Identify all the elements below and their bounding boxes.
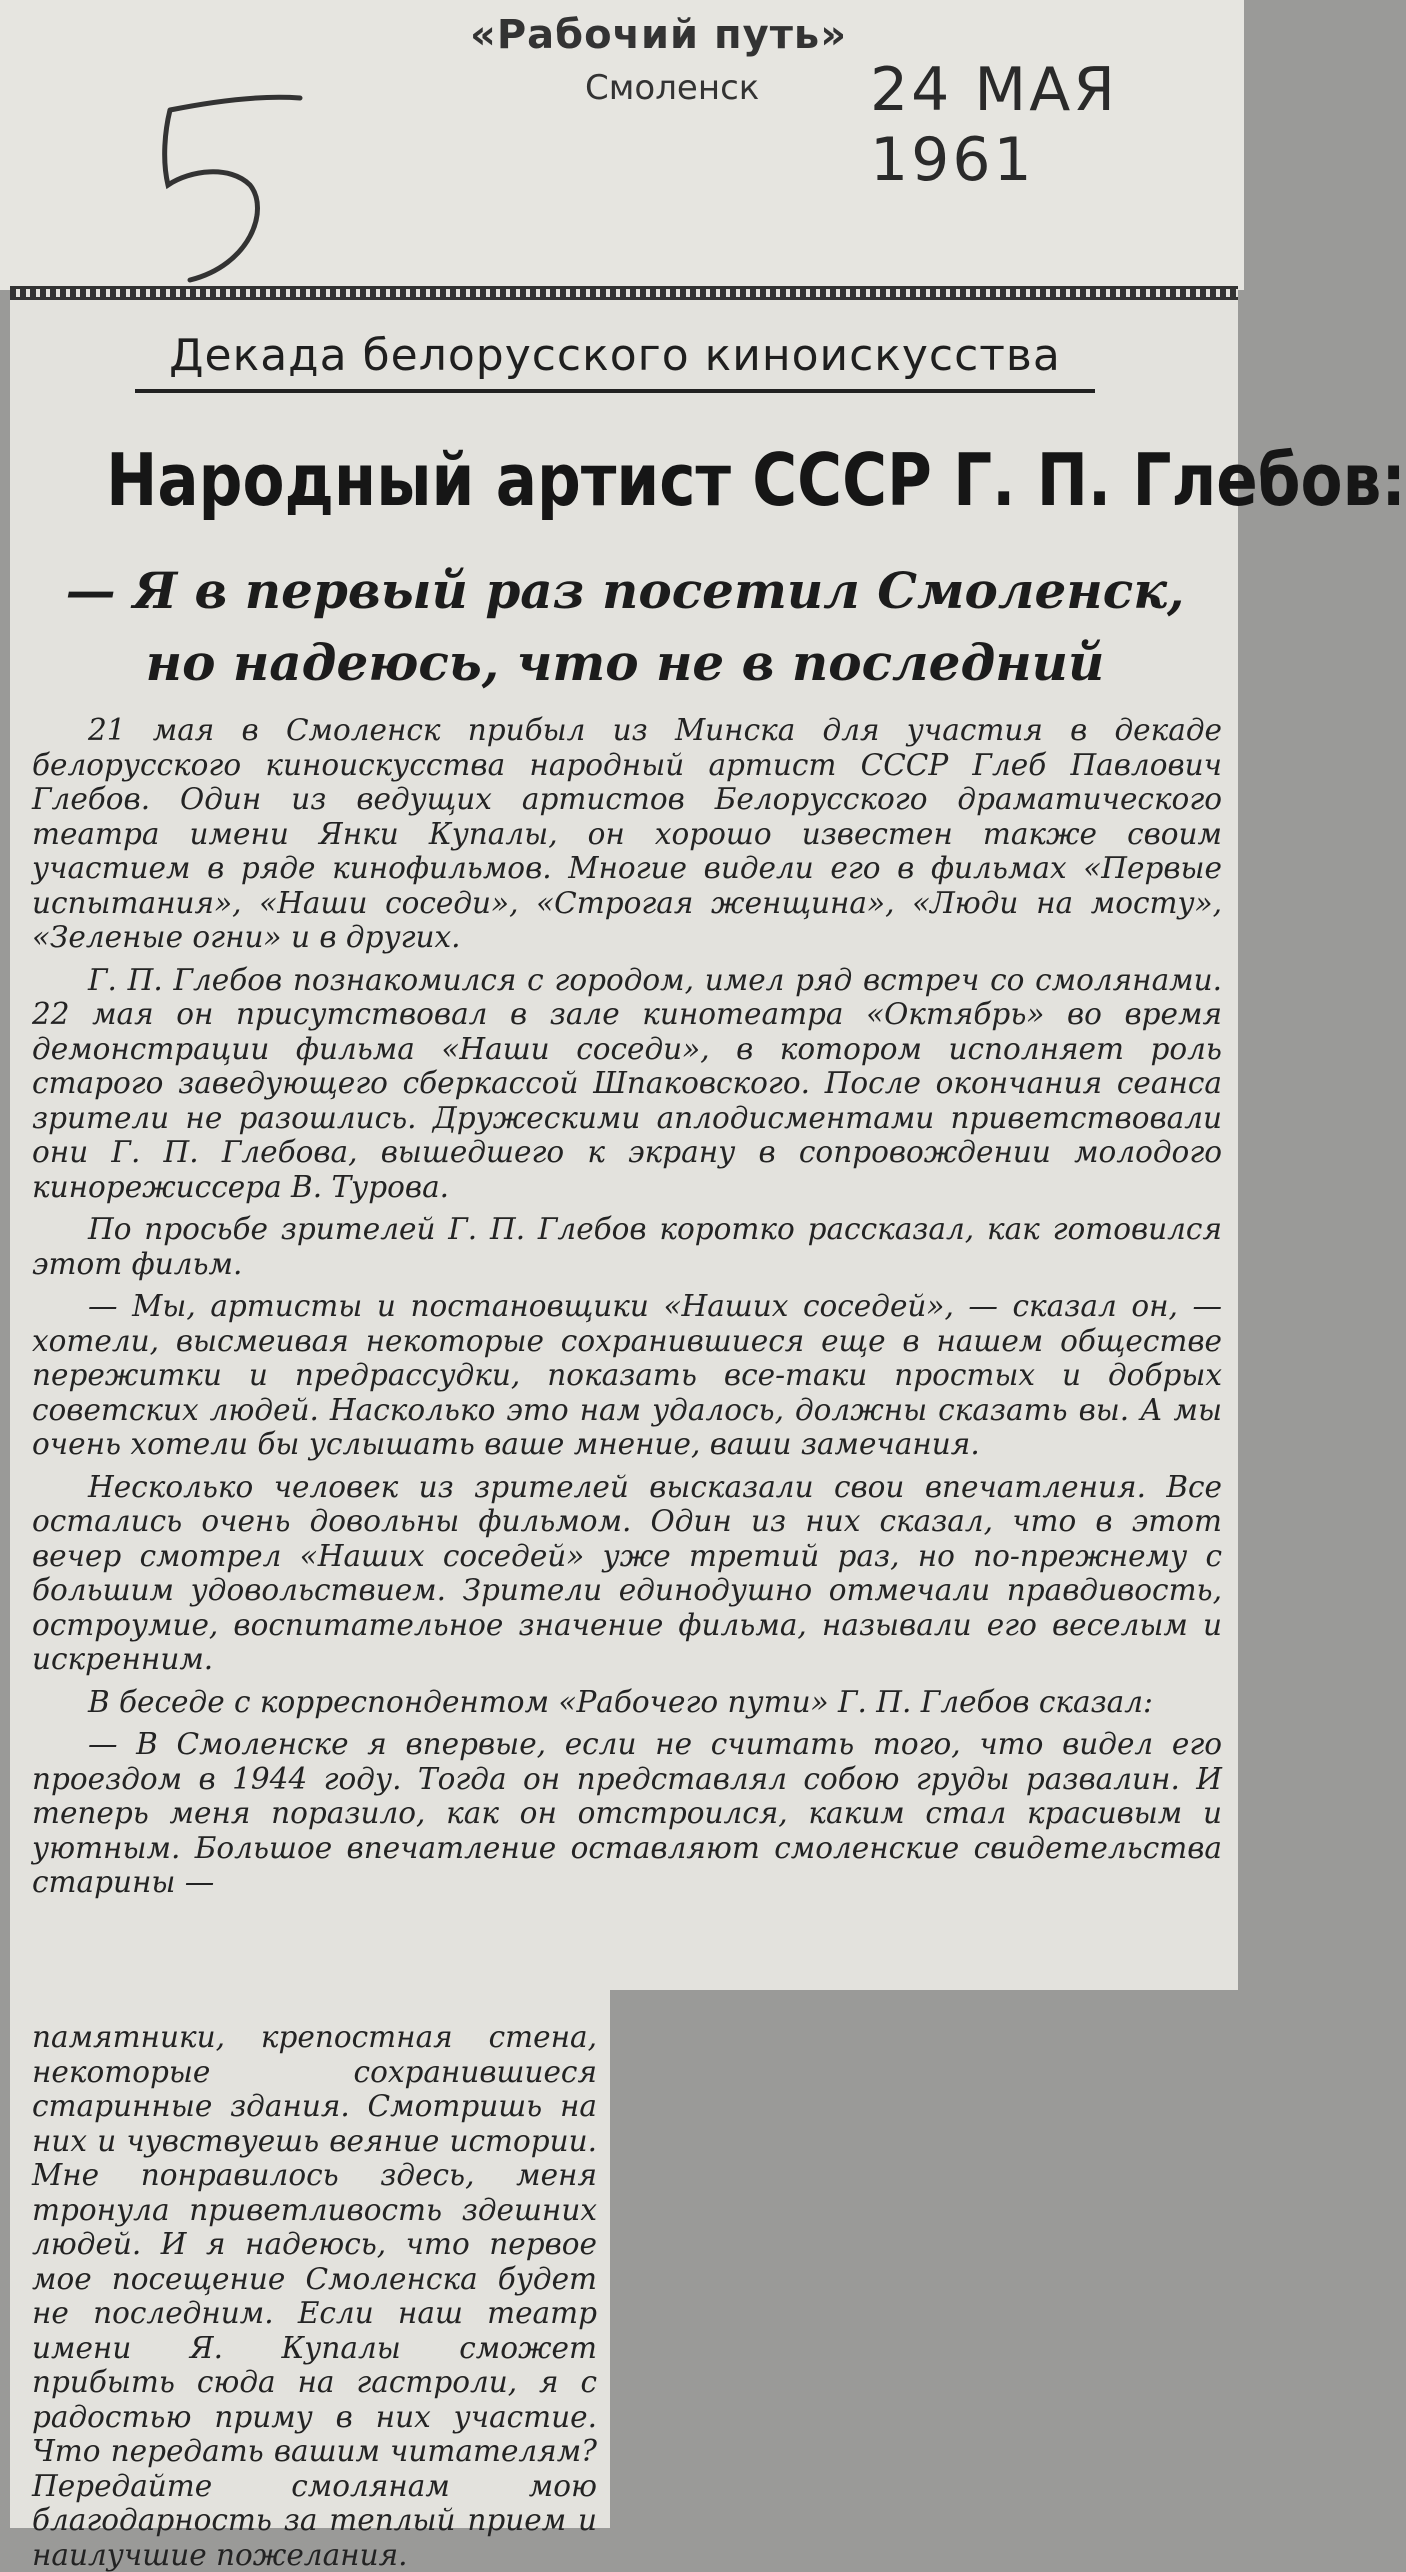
paragraph: — В Смоленске я впервые, если не считать того, что видел его проездом в 1944 году. Тогда он представлял собою груды развалин. И теперь меня поразило, как он отстроился, каким стал красивым и уютным. Большое впечатление оставляют смоленские свидетельства старины —: [32, 1727, 1222, 1899]
date-stamp: 24 МАЯ 1961: [870, 55, 1118, 195]
subheadline: [30, 555, 1220, 699]
paragraph: — Мы, артисты и постановщики «Наших соседей», — сказал он, — хотели, высмеивая некоторые сохранившиеся еще в нашем обществе пережитки и предрассудки, показать все-таки простых и добрых советских людей. Насколько это нам удалось, должны сказать вы. А мы очень хотели бы услышать ваше мнение, ваши замечания.: [32, 1289, 1222, 1461]
subheadline-line-2: но надеюсь, что не в последний: [145, 633, 1105, 692]
paragraph: В беседе с корреспондентом «Рабочего пути» Г. П. Глебов сказал:: [88, 1684, 1153, 1719]
decorative-border: [10, 286, 1238, 300]
paragraph: 21 мая в Смоленск прибыл из Минска для участия в декаде белорусского киноискусства народный артист СССР Глеб Павлович Глебов. Один из ведущих артистов Белорусского драматического театра имени Янки Купалы, он хорошо известен также своим участием в ряде кинофильмов. Многие видели его в фильмах «Первые испытания», «Наши соседи», «Строгая женщина», «Люди на мосту», «Зеленые огни» и в других.: [32, 713, 1222, 954]
article-body-continuation: [32, 2020, 597, 2572]
paragraph: По просьбе зрителей Г. П. Глебов коротко рассказал, как готовился этот фильм.: [32, 1212, 1222, 1281]
paragraph: Г. П. Глебов познакомился с городом, имел ряд встреч со смолянами. 22 мая он присутствовал в зале кинотеатра «Октябрь» во время демонстрации фильма «Наши соседи», в котором исполняет роль старого заведующего сберкассой Шпаковского. После окончания сеанса зрители не разошлись. Дружескими аплодисментами приветствовали они Г. П. Глебова, вышедшего к экрану в сопровождении молодого кинорежиссера В. Турова.: [32, 962, 1222, 1204]
paragraph: Несколько человек из зрителей высказали свои впечатления. Все остались очень довольны фильмом. Один из них сказал, что в этот вечер смотрел «Наших соседей» уже третий раз, но по-прежнему с большим удовольствием. Зрители единодушно отмечали правдивость, остроумие, воспитательное значение фильма, называли его веселым и искренним.: [32, 1469, 1222, 1676]
city-stamp: Смоленск: [585, 68, 760, 108]
rubric-heading: Декада белорусского киноискусства: [135, 330, 1095, 393]
newspaper-stamp: «Рабочий путь»: [470, 12, 848, 58]
handwritten-mark: [150, 90, 330, 290]
article-body: [32, 713, 1222, 1900]
subheadline-line-1: — Я в первый раз посетил Смоленск,: [65, 561, 1185, 620]
paragraph-continuation: памятники, крепостная стена, некоторые сохранившиеся старинные здания. Смотришь на них и чувствуешь веяние истории. Мне понравилось здесь, меня тронула приветливость здешних людей. И я надеюсь, что первое мое посещение Смоленска будет не последним. Если наш театр имени Я. Купалы сможет прибыть сюда на гастроли, я с радостью приму в них участие. Что передать вашим читателям? Передайте смолянам мою благодарность за теплый прием и наилучшие пожелания.: [32, 2020, 597, 2572]
headline: Народный артист СССР Г. П. Глебов:: [106, 438, 1406, 522]
